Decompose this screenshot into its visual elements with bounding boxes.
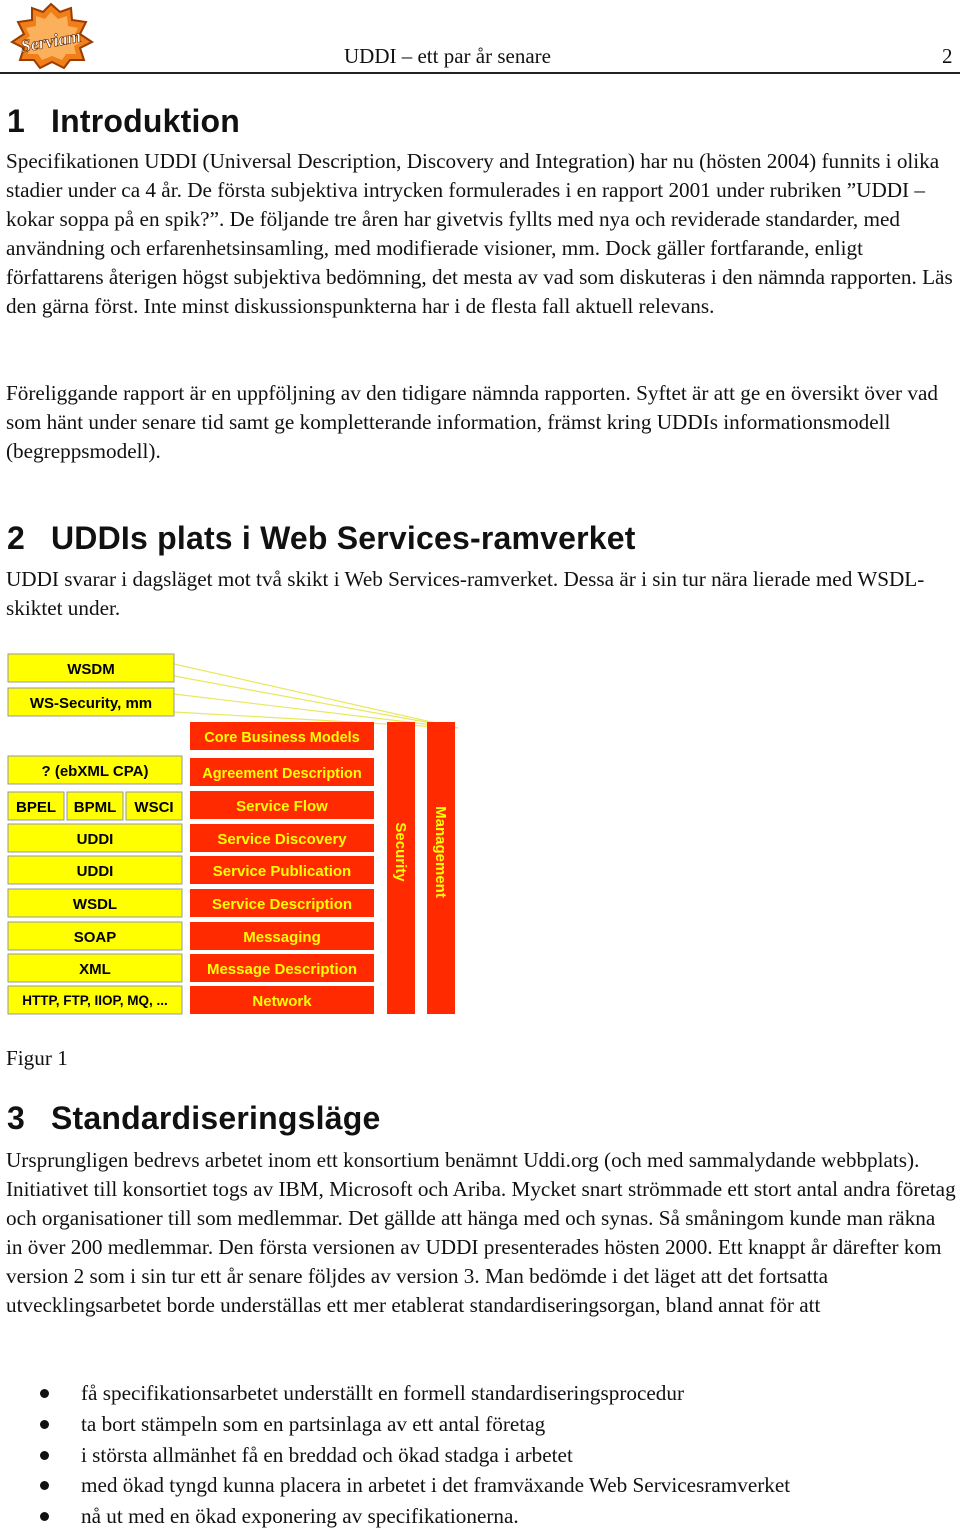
layer-label: Agreement Description [202,766,362,782]
yellow-layer [8,792,64,820]
paragraph: Föreliggande rapport är en uppföljning av den tidigare nämnda rapporten. Syftet är att ge en översikt över vad som hänt under senare tid samt ge kompletterande information, främst kring UDDIs informationsmodell (begreppsmodell). [6,381,938,463]
layer-label: Messaging [243,929,321,946]
paragraph: Ursprungligen bedrevs arbetet inom ett konsortium benämnt Uddi.org (och med sammalydande webbplats). Initiativet till konsortiet togs av IBM, Microsoft och Ariba. Mycket snart strömmade ett stort antal andra företag och organisationer till som medlemmar. Det gällde att hänga med och synas. Så småningom kunde man räkna in över 200 medlemmar. Den första versionen av UDDI presenterades hösten 2000. Ett knappt år därefter kom version 2 som i sin tur ett år senare följdes av version 3. Man bedömde i det läget att det fortsatta utvecklingsarbetet borde underställas ett mer etablerat standardiseringsorgan, bland annat för att [6,1148,956,1317]
layer-label: ? (ebXML CPA) [41,763,149,780]
list-item [40,1440,790,1471]
section-number: 2 [7,520,25,556]
bullet-icon [40,1451,49,1460]
yellow-layer [8,688,174,716]
layer-label: WS-Security, mm [29,695,153,712]
bullet-icon [40,1481,49,1490]
list-item-text: med ökad tyngd kunna placera in arbetet i det framväxande Web Servicesramverket [81,1473,791,1498]
red-layer [190,856,374,884]
layer-label: Core Business Models [204,730,360,746]
layer-label: UDDI [76,831,114,848]
yellow-layer [8,756,182,784]
figure-caption: Figur 1 [6,1046,68,1070]
layer-label: Service Description [211,896,353,913]
red-layer [190,824,374,852]
yellow-layer [8,986,182,1014]
red-layer [190,791,374,819]
section-number: 1 [7,103,25,139]
layer-label: WSDL [72,896,118,913]
layer-label: Service Discovery [217,831,347,848]
list-item-text: få specifikationsarbetet underställt en formell standardiseringsprocedur [81,1381,685,1405]
bar-label: Management [432,806,449,898]
layer-label: WSCI [134,799,174,816]
yellow-layer [126,792,182,820]
security-bar [387,722,415,1014]
svg-text:Serviam: Serviam [19,25,83,57]
yellow-layer [67,792,123,820]
layer-label: BPEL [15,799,57,816]
list-item [40,1378,790,1409]
layer-label: Message Description [206,961,358,978]
section-3-heading [7,1100,380,1137]
section-title: UDDIs plats i Web Services-ramverket [51,520,636,556]
list-item [40,1470,790,1501]
section-title: Standardiseringsläge [51,1100,381,1136]
bar-label: Security [392,822,409,882]
red-layer [190,889,374,917]
yellow-layer [8,856,182,884]
red-layer [190,758,374,786]
layer-label: BPML [73,799,117,816]
yellow-layer [8,824,182,852]
bullet-list [40,1378,790,1532]
connector-line [174,664,458,728]
layer-label: WSDM [67,661,115,678]
list-item-text: i största allmänhet få en breddad och ökad stadga i arbetet [81,1442,573,1467]
list-item-text: nå ut med en ökad exponering av specifikationerna. [81,1504,519,1529]
layer-label: Service Flow [236,798,328,815]
layer-label: Network [252,993,312,1010]
management-bar [427,722,455,1014]
running-header-title: UDDI – ett par år senare [344,44,551,68]
list-item-text: ta bort stämpeln som en partsinlaga av ett antal företag [81,1411,546,1436]
red-layer [190,986,374,1014]
yellow-layer [8,922,182,950]
web-services-stack-diagram [4,652,460,1020]
layer-label: UDDI [76,863,114,880]
section-number: 3 [7,1100,25,1136]
layer-label: XML [79,961,111,978]
red-layer [190,722,374,750]
red-layer [190,954,374,982]
section-2-heading [7,520,636,557]
red-layer [190,922,374,950]
section-1-heading [7,103,240,140]
header-rule [0,72,960,74]
layer-label: Service Publication [212,863,352,880]
paragraph: Specifikationen UDDI (Universal Description, Discovery and Integration) har nu (hösten 2004) funnits i olika stadier under ca 4 år. De första subjektiva intrycken formulerades i en rapport 2001 under rubriken ”UDDI – kokar soppa på en spik?”. De följande tre åren har givetvis fyllts med nya och reviderade standarder, med användning och erfarenhetsinsamling, med modifierade visioner, mm. Dock gäller fortfarande, enligt författarens återigen högst subjektiva bedömning, det mesta av vad som diskuteras i den nämnda rapporten. Läs den gärna först. Inte minst diskussionspunkterna har i de flesta fall aktuell relevans. [6,149,953,318]
list-item [40,1409,790,1440]
paragraph: UDDI svarar i dagsläget mot två skikt i Web Services-ramverket. Dessa är i sin tur nära lierade med WSDL-skiktet under. [6,567,925,620]
bullet-icon [40,1389,49,1398]
list-item [40,1501,790,1532]
bullet-icon [40,1420,49,1429]
section-title: Introduktion [51,103,241,139]
serviam-logo [8,2,94,70]
yellow-layer [8,889,182,917]
bullet-icon [40,1512,49,1521]
layer-label: SOAP [73,929,117,946]
yellow-layer [8,654,174,682]
page-number: 2 [942,44,953,68]
yellow-layer [8,954,182,982]
layer-label: HTTP, FTP, IIOP, MQ, ... [22,993,168,1008]
